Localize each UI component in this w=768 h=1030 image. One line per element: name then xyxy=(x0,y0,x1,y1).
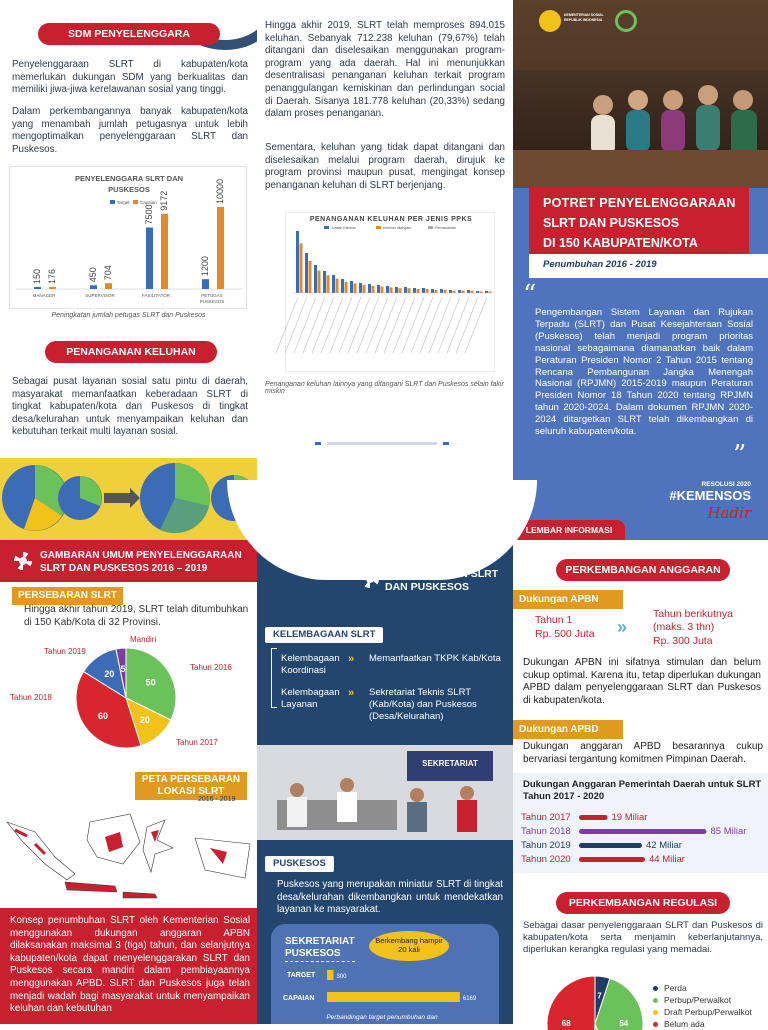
persebaran-label-2: Tahun 2018 xyxy=(10,693,52,702)
bar-target-0 xyxy=(34,287,41,289)
sdm-chart-title-line2: PUSKESOS xyxy=(108,185,150,194)
peta-years: 2016 - 2019 xyxy=(198,796,236,803)
konsep-text: Konsep penumbuhan SLRT oleh Kementerian Sosial menggunakan dukungan anggaran APBN dilaksanakan maksimal 3 (tiga) tahun, dan selanjutnya kabupaten/kota dapat menyelenggarakan SLRT dan Puskesos secara mandiri dalam pembiayaannya menggunakan APBD. SLRT dan Puskesos juga telah menjadi wadah bagi masyarakat untuk menyampaikan keluhan dan kebutuhan xyxy=(10,915,250,1015)
ppks-bar-a-16 xyxy=(440,289,443,293)
panel-anggaran xyxy=(513,540,768,1029)
ppks-bar-b-13 xyxy=(417,289,420,293)
ppks-bar-a-20 xyxy=(476,291,479,293)
pemda-title: Dukungan Anggaran Pemerintah Daerah untuk SLRT Tahun 2017 - 2020 xyxy=(523,779,762,802)
ppks-category-tick-16 xyxy=(420,297,442,353)
regulasi-text: Sebagai dasar penyelenggaraan SLRT dan Puskesos di kabupaten/kota serta menjamin keberlanjutannya, diperlukan kerangka regulasi yang memadai. xyxy=(523,920,763,955)
row1-right: Memanfaatkan TKPK Kab/Kota xyxy=(369,653,501,664)
penanganan-title: PENANGANAN KELUHAN xyxy=(45,341,217,363)
persebaran-value-2: 60 xyxy=(98,710,109,721)
ppks-bar-a-6 xyxy=(350,281,353,293)
bar-label-0-2: 7500 xyxy=(144,204,154,225)
ppks-category-tick-3 xyxy=(303,297,325,353)
persebaran-value-0: 50 xyxy=(145,677,156,688)
quote-open-icon: “ xyxy=(523,280,537,310)
anggaran-title: PERKEMBANGAN ANGGARAN xyxy=(556,559,730,581)
pemda-value-2: 42 Miliar xyxy=(646,840,682,851)
ppks-category-tick-18 xyxy=(438,297,460,353)
cover-title-line2: SLRT DAN PUSKESOS xyxy=(543,216,680,230)
resolusi-text: RESOLUSI 2020 xyxy=(701,481,751,488)
bar-label-1-1: 704 xyxy=(103,265,113,281)
ppks-bar-a-12 xyxy=(404,287,407,293)
pemda-bar-3 xyxy=(579,857,645,862)
chevron-icon-2: » xyxy=(348,687,355,699)
ppks-chart-title: PENANGANAN KELUHAN PER JENIS PPKS xyxy=(309,216,473,223)
kelembagaan-bracket xyxy=(271,648,277,708)
flower-icon xyxy=(14,552,32,570)
quote-close-icon: ” xyxy=(733,440,747,470)
pemda-value-0: 19 Miliar xyxy=(611,812,648,823)
ppks-category-tick-19 xyxy=(447,297,469,353)
category-label-3-1: PUSKESOS xyxy=(199,299,225,304)
legend-dot-icon xyxy=(653,1022,658,1027)
category-label-3-0: PETUGAS xyxy=(201,293,223,298)
bar-label-0-3: 1200 xyxy=(200,256,210,277)
ppks-category-tick-0 xyxy=(276,297,298,353)
persebaran-value-4: 5 xyxy=(120,664,126,675)
hashtag-text: #KEMENSOS xyxy=(669,488,751,503)
ppks-bar-a-3 xyxy=(323,271,326,293)
bar-capaian-2 xyxy=(161,214,168,289)
ppks-bar-a-19 xyxy=(467,290,470,293)
apbn-tag: Dukungan APBN xyxy=(513,590,623,609)
ppks-category-tick-10 xyxy=(366,297,388,353)
ppks-category-tick-2 xyxy=(294,297,316,353)
bubble-text: Berkembang hampir 20 kali xyxy=(375,936,443,954)
persebaran-pie-chart xyxy=(10,632,250,752)
bar-capaian-0 xyxy=(49,287,56,289)
legend-capaian-swatch xyxy=(133,200,138,204)
chevron-icon-1: » xyxy=(348,653,355,665)
ppks-bar-b-17 xyxy=(453,291,456,293)
pemda-value-1: 85 Miliar xyxy=(710,826,747,837)
ppks-bar-a-21 xyxy=(485,291,488,293)
ppks-bar-a-13 xyxy=(413,288,416,293)
ppks-bar-a-2 xyxy=(314,265,317,293)
cover-title-line3: DI 150 KABUPATEN/KOTA xyxy=(543,236,698,250)
pemda-bar-0 xyxy=(579,815,608,820)
cover-subtitle: Penumbuhan 2016 - 2019 xyxy=(543,259,657,270)
ppks-bar-b-19 xyxy=(471,291,474,293)
ppks-category-tick-14 xyxy=(402,297,424,353)
ppks-category-tick-7 xyxy=(339,297,361,353)
regulasi-slice-3 xyxy=(547,976,595,1030)
regulasi-value-3: 68 xyxy=(561,1019,571,1029)
kelembagaan-sub-tag: KELEMBAGAAN SLRT xyxy=(265,627,383,643)
ppks-bar-b-0 xyxy=(300,243,303,293)
apbd-tag: Dukungan APBD xyxy=(513,720,623,739)
ppks-category-tick-15 xyxy=(411,297,433,353)
flower-icon-2 xyxy=(361,570,379,588)
regulasi-legend-item xyxy=(653,982,768,994)
ppks-category-tick-6 xyxy=(330,297,352,353)
pemda-category-3: Tahun 2020 xyxy=(521,854,571,865)
regulasi-legend-item xyxy=(653,1018,768,1030)
mid-paragraph-2: Sementara, keluhan yang tidak dapat ditangani dan diselesaikan melalui program daerah, dirujuk ke program provinsi maupun pusat, mengingat konsep penanganan keluhan di SLRT berjenjang. xyxy=(265,142,505,191)
sek-title-1: SEKRETARIAT xyxy=(285,936,355,947)
row1-left: Kelembagaan Koordinasi xyxy=(281,653,340,676)
ppks-bar-a-18 xyxy=(458,290,461,293)
bar-label-0-1: 450 xyxy=(88,267,98,283)
ppks-bar-b-4 xyxy=(336,279,339,293)
persebaran-label-3: Tahun 2019 xyxy=(44,647,86,656)
pemda-bar-2 xyxy=(579,843,642,848)
ppks-legend-swatch-2 xyxy=(428,226,433,229)
sek-bar-0 xyxy=(327,970,333,980)
bar-target-3 xyxy=(202,279,209,289)
ppks-legend-label-2: Permasalaha xyxy=(435,226,456,230)
sdm-paragraph-2: Dalam perkembangannya banyak kabupaten/kota yang menambah jumlah petugasnya untuk lebih mengoptimalkan penyelenggaraan SLRT dan Puskesos. xyxy=(12,106,248,155)
pemda-bar-chart xyxy=(521,808,766,872)
ppks-bar-b-2 xyxy=(318,271,321,293)
chevron-icon-3: » xyxy=(617,617,628,637)
legend-dot-icon xyxy=(653,1010,658,1015)
pemda-category-0: Tahun 2017 xyxy=(521,812,571,823)
persebaran-label-4: Mandiri xyxy=(130,635,157,644)
slrt-logo-icon xyxy=(615,10,637,32)
mid-paragraph-1: Hingga akhir 2019, SLRT telah memproses 894.015 keluhan. Sebanyak 712.238 keluhan (79,67%) telah ditangani dan diselesaikan menggunakan program-program yang ada daerah. Hal ini menunjukkan desentralisasi penanganan keluhan terkait program penanggulangan kemiskinan dan perlindungan social di Daerah. Sisanya 181.778 keluhan (20,33%) sedang dalam proses penanganan. xyxy=(265,20,505,120)
ppks-category-tick-4 xyxy=(312,297,334,353)
ppks-bar-a-14 xyxy=(422,288,425,293)
kelembagaan-title-1: KELEMBAGAAN SLRT xyxy=(385,568,499,580)
ppks-bar-chart xyxy=(286,213,496,373)
apbn-year1: Tahun 1 xyxy=(535,614,573,626)
persebaran-label-0: Tahun 2016 xyxy=(190,663,232,672)
legend-label: Draft Perbup/Perwalkot xyxy=(664,1007,752,1017)
cover-title-line1: POTRET PENYELENGGARAAN xyxy=(543,196,736,210)
panel-kelembagaan xyxy=(257,540,513,1024)
apbn-year1-value: Rp. 500 Juta xyxy=(535,628,595,640)
regulasi-legend-item xyxy=(653,1006,768,1018)
sek-bar-1 xyxy=(327,992,460,1002)
capaian-label: CAPAIAN xyxy=(283,995,315,1002)
pager-dots xyxy=(315,442,455,445)
kemensos-logo-icon xyxy=(539,10,561,32)
legend-label: Perda xyxy=(664,983,687,993)
ppks-bar-b-11 xyxy=(399,288,402,293)
ppks-category-tick-8 xyxy=(348,297,370,353)
regulasi-title: PERKEMBANGAN REGULASI xyxy=(556,892,730,914)
regulasi-legend xyxy=(653,982,768,1030)
regulasi-legend-item xyxy=(653,994,768,1006)
sekretariat-photo xyxy=(257,745,513,840)
persebaran-label-1: Tahun 2017 xyxy=(176,738,218,747)
apbd-text: Dukungan anggaran APBD besarannya cukup bervariasi tergantung komitmen Pimpinan Daerah. xyxy=(523,741,763,765)
persebaran-tag: PERSEBARAN SLRT xyxy=(12,587,123,605)
pemda-value-3: 44 Miliar xyxy=(649,854,685,865)
regulasi-pie-chart xyxy=(543,972,653,1029)
sdm-title: SDM PENYELENGGARA xyxy=(38,23,220,45)
category-label-1-0: SUPERVISOR xyxy=(85,293,115,298)
panel-penanganan-detail xyxy=(257,0,513,540)
ppks-bar-a-1 xyxy=(305,253,308,293)
cover-logo-text: KEMENTERIAN SOSIAL REPUBLIK INDONESIA xyxy=(564,13,604,22)
puskesos-tag: PUSKESOS xyxy=(265,856,334,872)
ppks-bar-b-1 xyxy=(309,261,312,293)
sekretariat-caption: Perbandingan target penumbuhan dan xyxy=(326,1014,438,1021)
ppks-bar-b-5 xyxy=(345,282,348,293)
ppks-bar-a-10 xyxy=(386,286,389,293)
cover-subtitle-bar xyxy=(529,254,768,278)
ppks-bar-b-16 xyxy=(444,290,447,293)
cover-title-box xyxy=(529,188,749,254)
ppks-category-tick-20 xyxy=(456,297,478,353)
lembar-informasi-label: LEMBAR INFORMASI xyxy=(525,525,613,535)
indonesia-map xyxy=(5,802,255,902)
sdm-chart-caption: Peningkatan jumlah petugas SLRT dan Puskesos xyxy=(51,312,206,319)
bar-label-0-0: 150 xyxy=(32,268,42,284)
pemda-bar-1 xyxy=(579,829,707,834)
apbn-text: Dukungan APBN ini sifatnya stimulan dan belum cukup optimal. Karena itu, tetap diperlukan dukungan APBD dalam penyelenggaraan SLRT dan Puskesos di kabupaten/kota. xyxy=(523,657,761,706)
ppks-bar-b-10 xyxy=(390,287,393,293)
ppks-bar-b-3 xyxy=(327,275,330,293)
apbn-year2: Tahun berikutnya (maks. 3 thn) xyxy=(653,608,733,633)
ppks-category-tick-12 xyxy=(384,297,406,353)
bar-target-2 xyxy=(146,228,153,290)
ppks-bar-a-15 xyxy=(431,289,434,293)
persebaran-value-1: 20 xyxy=(139,715,150,726)
ppks-bar-a-5 xyxy=(341,279,344,293)
ppks-category-tick-9 xyxy=(357,297,379,353)
sdm-chart-title-line1: PENYELENGGARA SLRT DAN xyxy=(74,174,184,183)
apbn-year2-value: Rp. 300 Juta xyxy=(653,635,713,647)
puskesos-text: Puskesos yang merupakan miniatur SLRT di tingkat desa/kelurahan dikembangkan untuk mendekatkan layanan ke masyarakat. xyxy=(277,879,503,916)
target-label: TARGET xyxy=(287,972,316,979)
legend-target-label: Target xyxy=(117,200,130,205)
kelembagaan-header-decor xyxy=(227,480,537,580)
ppks-category-tick-1 xyxy=(285,297,307,353)
gambaran-title-1: GAMBARAN UMUM PENYELENGGARAAN xyxy=(40,550,242,561)
ppks-category-tick-11 xyxy=(375,297,397,353)
category-label-2-0: FASILITATOR xyxy=(141,293,171,298)
sdm-chart-box xyxy=(9,166,247,309)
sekretariat-bar-chart xyxy=(327,966,487,1006)
penanganan-flow-infographic xyxy=(0,458,257,540)
cover-quote: Pengembangan Sistem Layanan dan Rujukan Terpadu (SLRT) dan Pusat Kesejahteraan Sosial (Puskesos) telah menjadi program prioritas nasional sebagaimana diamanatkan baik dalam Peraturan Presiden Nomor 2 Tahun 2015 tentang Rencana Pembangunan Jangka Menengah Nasional (RPJMN) 2015-2019 maupun Peraturan Presiden Nomor 18 Tahun 2020 tentang RPJMN tahun 2020-2024. Dalam dokumen RPJMN 2020-2024 ditargetkan SLRT telah dikembangkan di seluruh kabupaten/kota. xyxy=(535,307,753,438)
panel-cover xyxy=(513,0,768,540)
ppks-bar-b-15 xyxy=(435,290,438,293)
ppks-legend-swatch-0 xyxy=(324,226,329,229)
lembar-informasi-tab xyxy=(513,520,625,540)
legend-dot-icon xyxy=(653,986,658,991)
bar-target-1 xyxy=(90,285,97,289)
panel-gambaran xyxy=(0,540,257,1024)
sekretariat-sign: SEKRETARIAT xyxy=(422,759,478,768)
ppks-bar-b-18 xyxy=(462,291,465,293)
panel-sdm xyxy=(0,0,257,540)
sek-value-1: 6169 xyxy=(462,996,477,1002)
ppks-legend-label-0: Jumlah Keluhan xyxy=(331,226,357,230)
peta-title-2: LOKASI SLRT xyxy=(157,786,225,797)
bar-capaian-3 xyxy=(217,207,224,289)
signature-text: Hadir xyxy=(707,504,751,522)
ppks-legend-label-1: Keluhan ditangani xyxy=(383,226,412,230)
ppks-bar-a-17 xyxy=(449,290,452,293)
legend-label: Perbup/Perwalkot xyxy=(664,995,732,1005)
ppks-bar-b-14 xyxy=(426,289,429,293)
gambaran-header xyxy=(0,540,257,582)
bubble xyxy=(369,931,449,961)
regulasi-value-1: 54 xyxy=(619,1019,629,1029)
ppks-bar-b-7 xyxy=(363,285,366,293)
penanganan-paragraph: Sebagai pusat layanan sosial satu pintu di daerah, masyarakat memanfaatkan keberadaan SLRT di tingkat kabupaten/kota dan Puskesos di tingkat desa/kelurahan untuk menyampaikan keluhan dan kebutuhan terkait multi layanan sosial. xyxy=(12,376,248,438)
legend-target-swatch xyxy=(110,200,115,204)
sdm-paragraph-1: Penyelenggaraan SLRT di kabupaten/kota memerlukan dukungan SDM yang berkualitas dan memiliki jiwa-jiwa kerelawanan sosial yang tinggi. xyxy=(12,59,248,96)
ppks-bar-b-9 xyxy=(381,287,384,293)
ppks-bar-a-7 xyxy=(359,283,362,293)
bar-label-1-3: 10000 xyxy=(215,178,225,204)
ppks-caption: Penanganan keluhan lainnya yang ditangani SLRT dan Puskesos selain fakir miskin xyxy=(265,381,504,395)
ppks-category-tick-21 xyxy=(465,297,487,353)
sek-title-2: PUSKESOS xyxy=(285,948,341,959)
ppks-category-tick-13 xyxy=(393,297,415,353)
bar-label-1-0: 176 xyxy=(47,268,57,284)
row2-right: Sekretariat Teknis SLRT (Kab/Kota) dan Puskesos (Desa/Kelurahan) xyxy=(369,687,477,722)
ppks-bar-a-8 xyxy=(368,284,371,293)
ppks-bar-b-6 xyxy=(354,283,357,293)
persebaran-text: Hingga akhir tahun 2019, SLRT telah ditumbuhkan di 150 Kab/Kota di 32 Provinsi. xyxy=(24,604,249,628)
bar-label-1-2: 9172 xyxy=(159,190,169,211)
ppks-legend-swatch-1 xyxy=(376,226,381,229)
legend-capaian-label: Capaian xyxy=(140,200,157,205)
regulasi-value-0: 7 xyxy=(597,991,602,1001)
sek-value-0: 300 xyxy=(336,974,347,980)
sdm-bar-chart xyxy=(10,167,248,310)
kelembagaan-title-2: DAN PUSKESOS xyxy=(385,581,470,593)
ppks-bar-a-4 xyxy=(332,275,335,293)
ppks-category-tick-5 xyxy=(321,297,343,353)
row2-left: Kelembagaan Layanan xyxy=(281,687,340,710)
ppks-chart-box xyxy=(285,212,495,372)
persebaran-value-3: 20 xyxy=(104,669,115,680)
ppks-bar-b-8 xyxy=(372,286,375,293)
legend-label: Belum ada xyxy=(664,1019,705,1029)
cover-logos xyxy=(539,10,639,40)
gambaran-title-2: SLRT DAN PUSKESOS 2016 – 2019 xyxy=(40,563,208,574)
pemda-category-1: Tahun 2018 xyxy=(521,826,571,837)
bar-capaian-1 xyxy=(105,283,112,289)
pemda-category-2: Tahun 2019 xyxy=(521,840,571,851)
flow-graphic xyxy=(0,458,257,540)
legend-dot-icon xyxy=(653,998,658,1003)
ppks-bar-a-9 xyxy=(377,285,380,293)
ppks-category-tick-17 xyxy=(429,297,451,353)
sek-underline xyxy=(285,961,355,962)
category-label-0-0: MANAGER xyxy=(32,293,56,298)
ppks-bar-a-11 xyxy=(395,287,398,293)
ppks-bar-b-12 xyxy=(408,288,411,293)
peta-title-1: PETA PERSEBARAN xyxy=(141,774,241,785)
ppks-bar-a-0 xyxy=(296,231,299,293)
